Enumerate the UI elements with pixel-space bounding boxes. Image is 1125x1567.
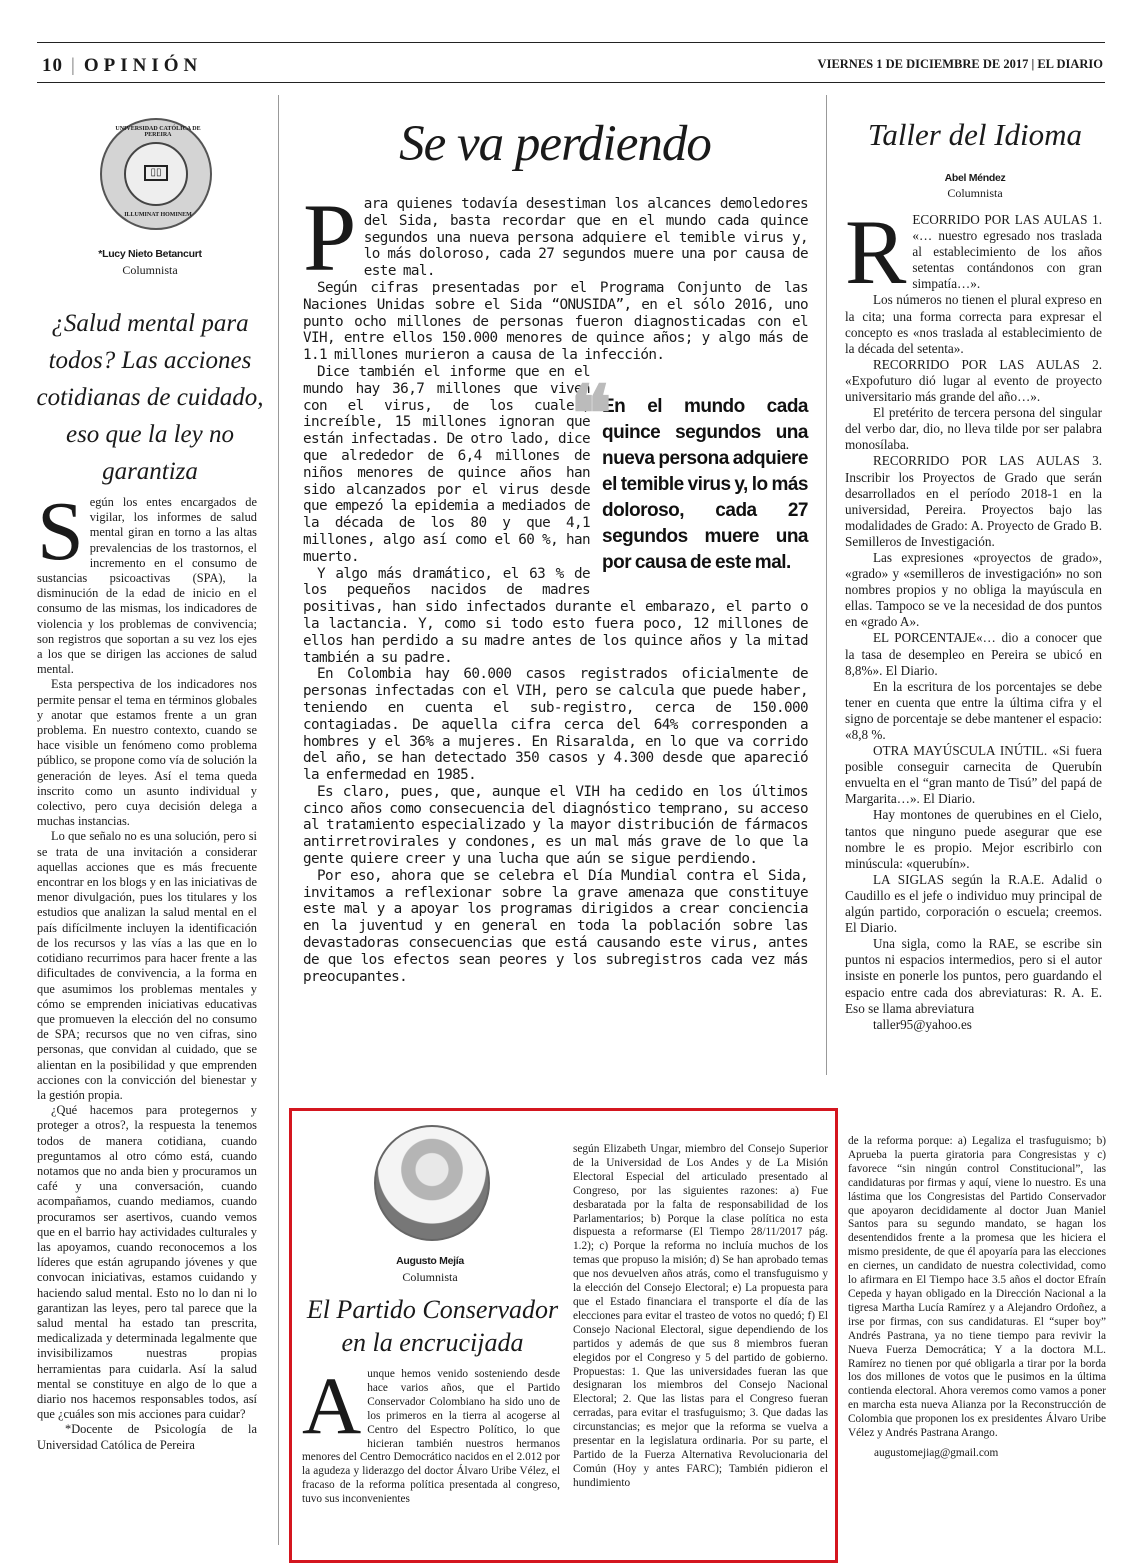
editorial-body	[303, 184, 808, 985]
seal-text-top: UNIVERSIDAD CATÓLICA DE PEREIRA	[115, 126, 201, 138]
right-paragraph: El pretérito de tercera persona del singular del verbo dar, dio, no lleva tilde por ser palabra monosílaba.	[845, 405, 1102, 453]
left-dropcap: S	[37, 485, 84, 578]
right-paragraph: OTRA MAYÚSCULA INÚTIL. «Si fuera posible conseguir carnecita de Querubín envuelta en el “gran manto de Tisú” del papá de Margarita…». El Diario.	[845, 743, 1102, 807]
right-dropcap: R	[845, 201, 907, 303]
pull-quote-text: En el mundo cada quince segundos una nueva persona adquiere el temible virus y, lo más doloroso, cada 27 segundos muere una por causa de este mal.	[602, 395, 808, 573]
box-dropcap: A	[302, 1360, 362, 1451]
right-paragraph: Hay montones de querubines en el Cielo, tantos que ninguno puede asegurar que ese nombre le es propio. Mejor escribirlo con minúscula: «querubín».	[845, 807, 1102, 871]
editorial-lead: ara quienes todavía desestiman los alcances demoledores del Sida, basta recordar que en el mundo cada quince segundos una nueva persona adquiere el temible virus y, lo más doloroso, cada 27 segundos muere una por causa de este mal.	[363, 196, 808, 280]
quote-mark-icon: ❝	[570, 370, 612, 458]
box-paragraph: según Elizabeth Ungar, miembro del Consejo Superior de la Universidad de Los Andes y de La Misión Electoral Especial del articulado presentado al Congreso, por las siguientes razones: a) Fue desbaratada por la falta de responsabilidad de los Parlamentarios; b) Porque la clase política no esta dispuesta a reformarse (El Tiempo 28/11/2017 pág. 1.2); c) Porque la reforma no incluía muchos de los temas que propuso la misión; d) Se han aprobado temas que nos devuelven años atrás, como el transfuguismo y la elección del Consejo Electoral; e) La propuesta para que el Estado financiara el transporte el día de las elecciones para evitar el trasteo de votos no quedó; f) El Consejo Nacional Electoral, sigue dependiendo de los partidos y además de que sus 8 miembros fueran elegidos por el Congreso y 5 del partido de gobierno. Propuestas: 1. Que las universidades fueran las que designaran los miembros del Consejo Nacional Electoral; 2. Que las listas para el Congreso fueran cerradas, para evitar el trasfuguismo; 3. Que dadas las circunstancias; es mejor que la reforma se vuelva a presentar en la legislatura ordinaria. Por su parte, el Partido de la Fuerza Alternativa Revolucionaria del Común (Hoy y antes FARC); También pidieron el hundimiento	[573, 1143, 828, 1489]
box-paragraph: de la reforma porque: a) Legaliza el trasfuguismo; b) Aprueba la puerta giratoria para Congresistas y c) favorece “sin ningún control Constitucional”, las candidaturas por firmas y aquí, viene lo nuestro. Es una lástima que los Congresistas del Partido Conservador que apoyaron decididamente al doctor Juan Maniel Santos para su segundo mandato, se hagan los desentendidos frente a la promesa que les hiciera el mismo presidente, de que él apoyaría para las elecciones en ciernes, un candidato de nuestra colectividad, como lo afirmara en El Tiempo hace 3.5 años el doctor Efraín Cepeda y hayan obligado en la Dirección Nacional a la tigresa Martha Lucía Ramírez y a Alejandro Ordoñez, a irse por firmas, con sus candidaturas. El “super boy” Andrés Pastrana, ya no tiene tiempo para revivir la Nueva Fuerza Democrática; Y a la doctora M.L. Ramírez no tienen por qué obligarla a tirar por la borda los dos millones de votos que le pusimos en la última contienda electoral. Ahora veremos como vamos a poner en marcha esta nueva Alianza por la Reconstrucción de Colombia que proponen los ex presidentes Álvaro Uribe Vélez y Andrés Pastrana Arango.	[848, 1135, 1106, 1440]
left-article-body	[37, 485, 257, 1453]
left-paragraph: egún los entes encargados de vigilar, los informes de salud mental giran en torno a las altas prevalencias de los trastornos, el incremento en el consumo de sustancias psicoactivas (SPA), la disminución de la edad de inicio en el consumo de las mismas, los indicadores de violencia y los problemas de convivencia; son registros que soportan a su vez los ejes a los que se dirigen las acciones de salud mental.	[37, 495, 257, 677]
box-author-role: Columnista	[402, 1270, 458, 1284]
editorial-paragraph: Por eso, ahora que se celebra el Día Mundial contra el Sida, invitamos a reflexionar sobre la grave amenaza que constituye este mal y a apoyar los programas dirigidos a crear conciencia en la juventud y en general en toda la población sobre las devastadoras consecuencias que está causando este virus, antes de que los efectos sean peores y los subregistros cada vez más preocupantes.	[303, 867, 808, 985]
top-rule	[37, 42, 1105, 43]
box-headline: El Partido Conservador en la encrucijada	[306, 1295, 559, 1357]
editorial-headline: Se va perdiendo	[399, 116, 711, 172]
editorial-paragraph: En Colombia hay 60.000 casos registrados oficialmente de personas infectadas con el VIH, pero se calcula que puede haber, teniendo en cuenta el sub-registro, cerca de 150.000 contagiadas. De aquella cifra cerca del 64% corresponden a hombres y el 36% a mujeres. En Risaralda, en lo que va corrido del año, se han detectado 350 casos y 4.300 desde que apareció la enfermedad en 1985.	[303, 666, 808, 784]
editorial-dropcap: P	[303, 184, 356, 291]
book-icon: ▯▯	[144, 165, 168, 181]
right-paragraph: RECORRIDO POR LAS AULAS 3. Inscribir los Proyectos de Grado que serán desarrollados en el período 2018-1 en la universidad, Pereira. Proyectos bajo las modalidades de Grado: A. Proyecto de Grado B. Semilleros de Investigación.	[845, 453, 1102, 549]
section-name: OPINIÓN	[83, 55, 203, 76]
left-paragraph: Esta perspectiva de los indicadores nos permite pensar el tema en términos globales y anotar que estamos frente a un gran problema. En nuestro contexto, cuando se hace visible un fenómeno como problema público, se propone como vía de solución la generación de leyes. Así el tema queda inscrito como un asunto individual y colectivo, pero cuya decisión delega a muchas instancias.	[37, 677, 257, 829]
right-paragraph: LA SIGLAS según la R.A.E. Adalid o Caudillo es el jefe o individuo muy principal de algún partido, corporación o escuela; creemos. El Diario.	[845, 871, 1102, 936]
editorial-paragraph: Y algo más dramático, el 63 % de los pequeños nacidos de madres positivas, han sido infectados durante el embarazo, el parto o la lactancia. Y, como si todo esto fuera poco, 12 millones de ellos han perdido a su madre antes de los quince años y la mitad también a su padre.	[303, 565, 808, 666]
left-author-role: Columnista	[122, 263, 178, 277]
right-headline: Taller del Idioma	[867, 117, 1083, 152]
seal-inner-ring	[124, 142, 188, 206]
left-paragraph: ¿Qué hacemos para protegernos y proteger a otros?, la respuesta la tenemos todos de manera cotidiana, cuando preguntamos al otro cómo está, cuando notamos que no anda bien y procuramos un café y una conversación, cuando acompañamos, cuando mediamos, cuando procuramos ser asertivos, cuando vemos que en el barrio hay actividades culturales y las apoyamos, cuando reconocemos a los líderes que están agrupando jóvenes y que convocan iniciativas, estamos cuidando y haciendo salud mental. Esto no lo dan ni lo garantizan las leyes, pero tal parece que la salud mental ha estado tan prescrita, medicalizada y determinada legalmente que invisibilizamos nuestras propias herramientas para cuidarla. Así la salud mental se constituye en algo de lo que a diario nos hacemos responsables todos, así que ¿cuáles son mis acciones para cuidar?	[37, 1103, 257, 1422]
right-author-role: Columnista	[947, 186, 1003, 200]
box-author-name: Augusto Mejía	[396, 1255, 464, 1267]
right-paragraph: Las expresiones «proyectos de grado», «grado» y «semilleros de investigación» no son nombres propios y no obliga la mayúscula en ellas. Tampoco se ve la necesidad de dos puntos en «grado A».	[845, 549, 1102, 630]
column-divider-left	[278, 95, 279, 1545]
page-number: 10	[42, 55, 63, 76]
dateline: VIERNES 1 DE DICIEMBRE DE 2017 | EL DIARIO	[817, 57, 1103, 71]
author-portrait	[374, 1125, 490, 1241]
pull-quote	[570, 370, 808, 576]
box-paragraph: unque hemos venido sosteniendo desde hace varios años, que el Partido Conservador Colombiano ha sido uno de los primeros en la tierra al acogerse al Centro del Espectro Político, lo que hicieran también nuestros hermanos menores del Centro Democrático nacidos en el 2.012 por la agudeza y liderazgo del doctor Álvaro Uribe Vélez, el fracaso de la reforma política presentada al congreso, tuvo sus inconvenientes	[302, 1368, 560, 1506]
left-footnote: *Docente de Psicología de la Universidad Católica de Pereira	[37, 1422, 257, 1452]
editorial-paragraph: Es claro, pues, que, aunque el VIH ha cedido en los últimos cinco años como consecuencia del diagnóstico temprano, su acceso al tratamiento especializado y la mayor distribución de fármacos antirretrovirales y condones, es un mal más grave de lo que la gente quiere creer y una lucha que aún se sigue perdiendo.	[303, 783, 808, 868]
box-email[interactable]: augustomejiag@gmail.com	[874, 1446, 999, 1459]
right-paragraph: Los números no tienen el plural expreso en la cita; una forma correcta para expresar el concepto es «nos traslada al establecimiento de la década del setenta».	[845, 292, 1102, 356]
seal-text-bottom: ILLUMINAT HOMINEM	[124, 212, 192, 218]
right-paragraph: Una sigla, como la RAE, se escribe sin puntos ni espacios intermedios, pero si el autor insiste en ponerle los puntos, pero guardando el espacio entre cada dos abreviaturas: R. A. E. Eso se llama abreviatura	[845, 936, 1102, 1016]
box-column-3	[848, 1135, 1106, 1461]
right-paragraph: RECORRIDO POR LAS AULAS 2. «Expofuturo dió lugar al evento de proyecto universitario más grande del año…».	[845, 356, 1102, 405]
right-paragraph: ECORRIDO POR LAS AULAS 1. «… nuestro egresado nos traslada al establecimiento de los años setentas contándonos con gran simpatía…».	[912, 212, 1102, 292]
right-paragraph: En la escritura de los porcentajes se debe tener en cuenta que entre la última cifra y el signo de porcentaje se debe mantener el espacio: «8,8 %.	[845, 678, 1102, 742]
box-column-1	[302, 1360, 560, 1507]
folio-separator: |	[71, 55, 76, 76]
page-folio	[42, 55, 202, 77]
right-paragraph: EL PORCENTAJE«… dio a conocer que la tasa de desempleo en Pereira se ubicó en 8,8%». El Diario.	[845, 630, 1102, 678]
right-author-name: Abel Méndez	[944, 172, 1006, 184]
right-email[interactable]: taller95@yahoo.es	[873, 1016, 972, 1032]
left-author-name: *Lucy Nieto Betancurt	[98, 248, 202, 260]
header-rule	[37, 82, 1105, 83]
left-paragraph: Lo que señalo no es una solución, pero si se trata de una invitación a considerar aquellas acciones que es más frecuente encontrar en los blogs y en las iniciativas de menor divulgación, pues los titulares y los estudios que analizan la salud mental en el país difícilmente incluyen la identificación de los recursos y las vías a las que en lo cotidiano recurrimos para hacer frente a las dificultades de convivencia, a la forma en que asumimos los problemas mentales y cómo se emprenden iniciativas educativas que promueven la elección del no consumo de SPA; recursos que no ven cifras, sino personas, que convidan al cuidado, que se alientan en la posibilidad y que emprenden acciones con la convicción del bienestar y la gestión propia.	[37, 829, 257, 1102]
editorial-paragraph: Según cifras presentadas por el Programa Conjunto de las Naciones Unidas sobre el Sida “ONUSIDA”, en el sólo 2016, uno punto ocho millones de personas fueron diagnosticadas con el VIH, entre ellos 150.000 menores de quince años; y algo más de 1.1 millones murieron a causa de la infección.	[303, 279, 808, 364]
box-column-2	[573, 1143, 828, 1491]
editorial-paragraph: Dice también el informe que en el mundo hay 36,7 millones que viven con el virus, de los cuales, increíble, 15 millones ignoran que están infectadas. De otro lado, dice que alrededor de 6,4 millones de niños menores de quince años han sido alcanzados por el virus desde que empezó la epidemia a mediados de la década de los 80 y que 4,1 millones, algo así como el 60 %, han muerto.	[303, 363, 590, 565]
column-divider-right	[826, 95, 827, 1075]
university-seal-logo	[100, 118, 212, 230]
right-article-body	[845, 201, 1102, 1033]
left-headline: ¿Salud mental para todos? Las acciones cotidianas de cuidado, eso que la ley no garantiza	[36, 310, 264, 485]
